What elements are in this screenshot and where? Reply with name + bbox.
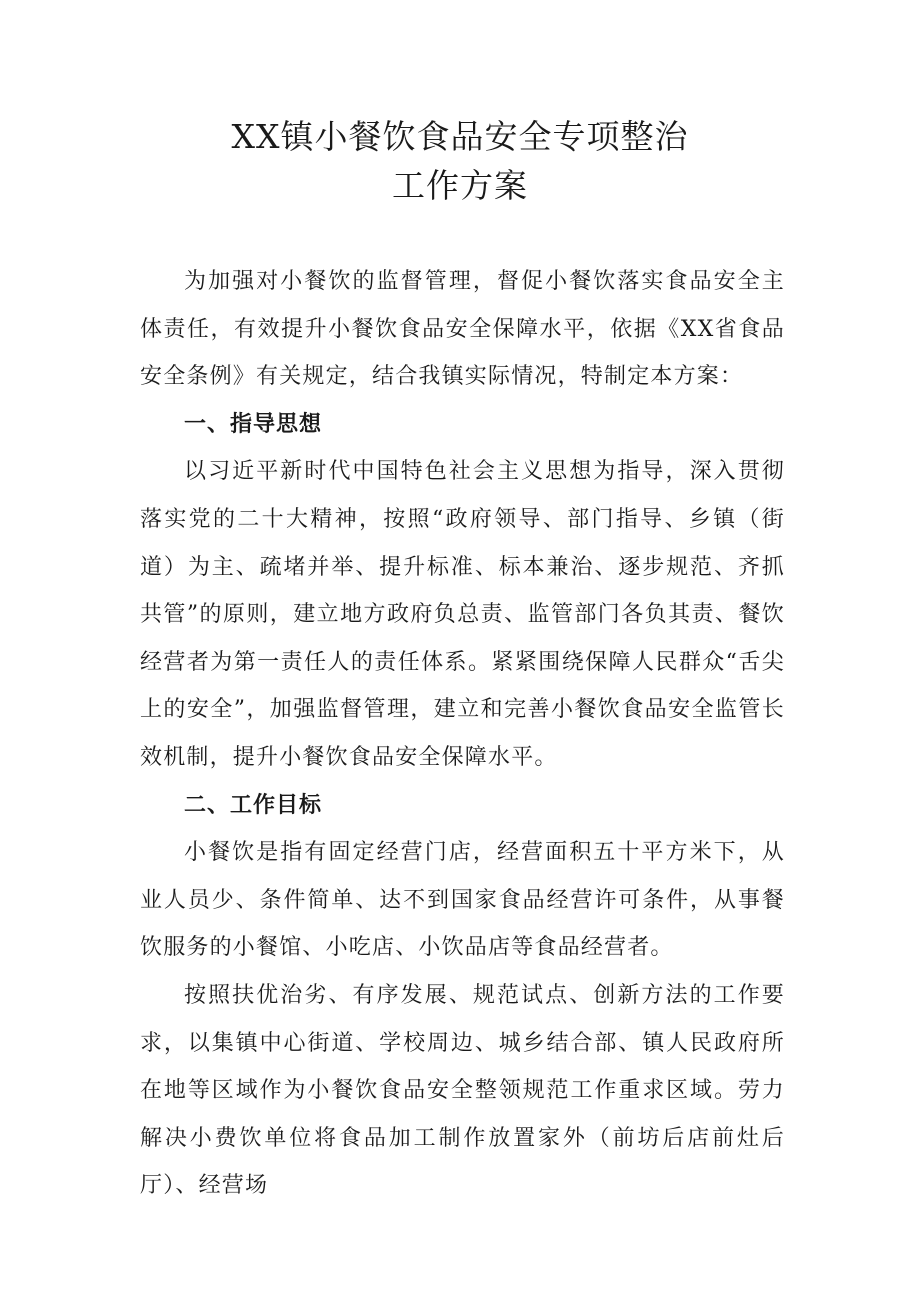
work-goals-paragraph-1: 小餐饮是指有固定经营门店，经营面积五十平方米下，从业人员少、条件简单、达不到国家食品经营许可条件，从事餐饮服务的小餐馆、小吃店、小饮品店等食品经营者。 <box>140 840 785 961</box>
document-title-line2: 工作方案 <box>392 166 528 205</box>
guiding-ideology-paragraph: 以习近平新时代中国特色社会主义思想为指导，深入贯彻落实党的二十大精神，按照“政府领导、部门指导、乡镇（街道）为主、疏堵并举、提升标准、标本兼治、逐步规范、齐抓共管”的原则，建立地方政府负总责、监管部门各负其责、餐饮经营者为第一责任人的责任体系。紧紧围绕保障人民群众“舌尖上的安全”，加强监督管理，建立和完善小餐饮食品安全监管长效机制，提升小餐饮食品安全保障水平。 <box>140 459 785 770</box>
document-title-line1: XX镇小餐饮食品安全专项整治 <box>231 117 689 156</box>
work-goals-paragraph-2: 按照扶优治劣、有序发展、规范试点、创新方法的工作要求，以集镇中心街道、学校周边、城乡结合部、镇人民政府所在地等区域作为小餐饮食品安全整领规范工作重求区域。劳力解决小费饮单位将食品加工制作放置家外（前坊后店前灶后厅）、经营场 <box>140 982 785 1199</box>
section-heading-guiding-ideology: 一、指导思想 <box>184 411 323 437</box>
section-heading-work-goals: 二、工作目标 <box>184 792 323 818</box>
intro-paragraph: 为加强对小餐饮的监督管理，督促小餐饮落实食品安全主体责任，有效提升小餐饮食品安全保障水平，依据《XX省食品安全条例》有关规定，结合我镇实际情况，特制定本方案： <box>140 269 785 390</box>
document-body <box>140 258 785 1210</box>
